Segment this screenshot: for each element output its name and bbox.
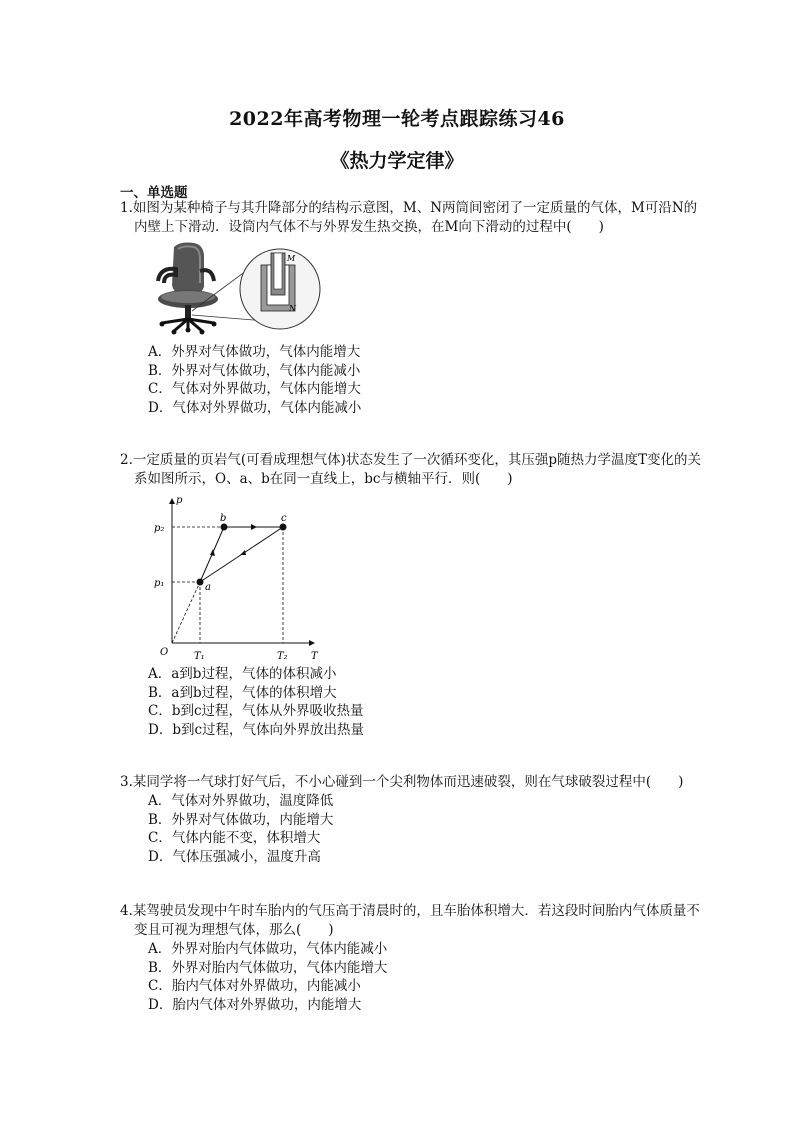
- option-c[interactable]: C．气体对外界做功，气体内能增大: [148, 381, 361, 397]
- question-3: [120, 773, 705, 866]
- page-subtitle: 《热力学定律》: [330, 150, 464, 172]
- question-1: [120, 199, 705, 417]
- question-2-options: [120, 665, 705, 739]
- option-a[interactable]: A．气体对外界做功，温度降低: [148, 793, 334, 809]
- question-2: [120, 451, 705, 739]
- page-title: 2022年高考物理一轮考点跟踪练习46: [229, 108, 565, 130]
- p1-label: p₁: [154, 578, 165, 589]
- origin-label: O: [160, 647, 169, 658]
- option-b[interactable]: B．a到b过程，气体的体积增大: [148, 684, 337, 701]
- point-a-label: a: [205, 582, 211, 593]
- question-4-options: [120, 940, 705, 1014]
- section-heading: 一、单选题: [120, 185, 188, 201]
- question-1-stem: 1.如图为某种椅子与其升降部分的结构示意图，M、N两筒间密闭了一定质量的气体，M可沿N的内壁上下滑动．设筒内气体不与外界发生热交换，在M向下滑动的过程中( ): [120, 200, 698, 235]
- chair-figure: [154, 239, 324, 339]
- question-4-stem: 4.某驾驶员发现中午时车胎内的气压高于清晨时的，且车胎体积增大．若这段时间胎内气体质量不变且可视为理想气体，那么( ): [120, 903, 700, 938]
- t2-label: T₂: [277, 651, 288, 662]
- option-a[interactable]: A．a到b过程，气体的体积减小: [148, 666, 337, 682]
- option-a[interactable]: A．外界对气体做功，气体内能增大: [148, 344, 361, 360]
- option-c[interactable]: C．气体内能不变，体积增大: [148, 830, 321, 846]
- p-axis-label: p: [176, 495, 183, 506]
- option-d[interactable]: D．气体压强减小，温度升高: [148, 848, 321, 865]
- question-3-stem: 3.某同学将一气球打好气后，不小心碰到一个尖利物体而迅速破裂，则在气球破裂过程中( ): [120, 774, 684, 790]
- option-b[interactable]: B．外界对气体做功，内能增大: [148, 811, 334, 828]
- question-3-options: [120, 792, 705, 866]
- t1-label: T₁: [194, 651, 205, 662]
- question-4: [120, 902, 705, 1014]
- question-2-stem: 2.一定质量的页岩气(可看成理想气体)状态发生了一次循环变化，其压强p随热力学温度T变化的关系如图所示，O、a、b在同一直线上，bc与横轴平行．则( ): [120, 452, 702, 487]
- option-b[interactable]: B．外界对气体做功，气体内能减小: [148, 362, 361, 379]
- option-a[interactable]: A．外界对胎内气体做功，气体内能减小: [148, 941, 388, 957]
- question-1-options: [120, 343, 705, 417]
- option-d[interactable]: D．气体对外界做功，气体内能减小: [148, 399, 362, 416]
- option-d[interactable]: D．胎内气体对外界做功，内能增大: [148, 996, 362, 1013]
- t-axis-label: T: [311, 651, 318, 662]
- point-b-label: b: [220, 513, 227, 524]
- label-n: N: [289, 304, 296, 313]
- option-d[interactable]: D．b到c过程，气体向外界放出热量: [148, 721, 365, 738]
- option-b[interactable]: B．外界对胎内气体做功，气体内能增大: [148, 959, 388, 976]
- option-c[interactable]: C．b到c过程，气体从外界吸收热量: [148, 703, 364, 719]
- option-c[interactable]: C．胎内气体对外界做功，内能减小: [148, 978, 361, 994]
- p2-label: p₂: [154, 523, 165, 534]
- label-m: M: [287, 254, 296, 263]
- p-t-graph: [154, 493, 334, 663]
- point-c-label: c: [281, 513, 287, 524]
